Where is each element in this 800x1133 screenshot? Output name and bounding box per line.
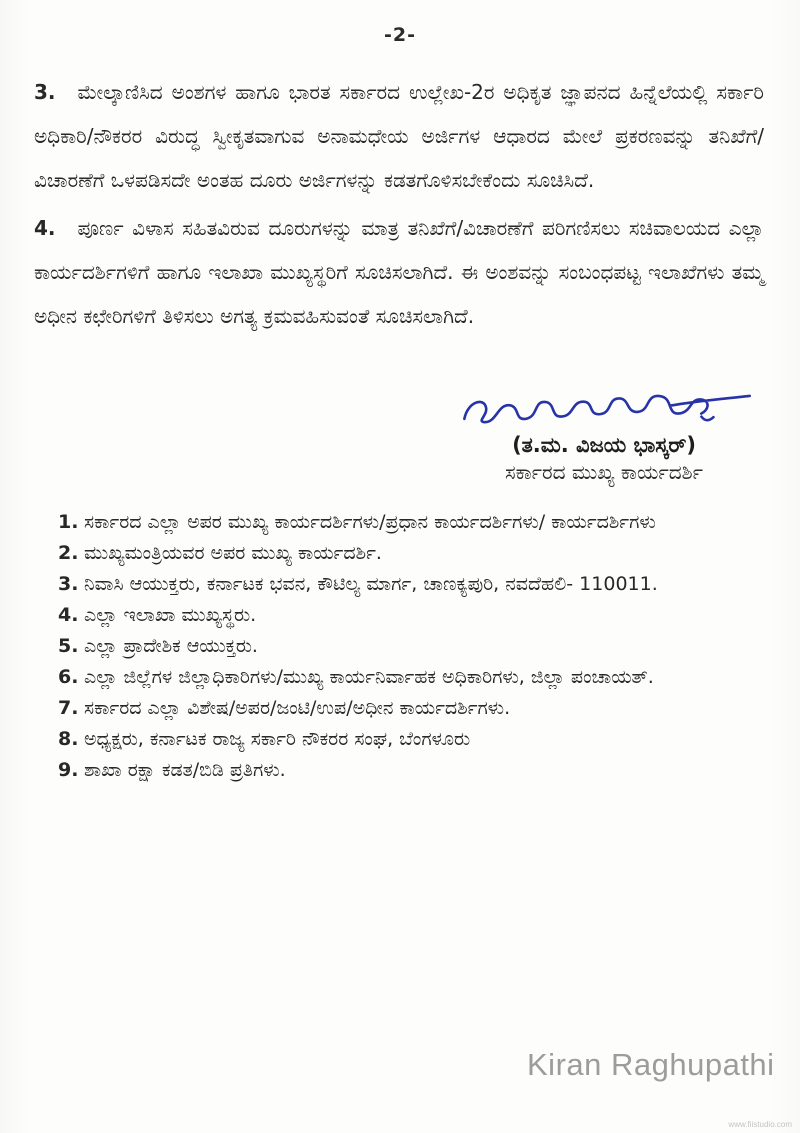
list-item-text: ಎಲ್ಲಾ ಜಿಲ್ಲೆಗಳ ಜಿಲ್ಲಾಧಿಕಾರಿಗಳು/ಮುಖ್ಯ ಕಾರ್ಯನಿರ್ವಾಹಕ ಅಧಿಕಾರಿಗಳು, ಜಿಲ್ಲಾ ಪಂಚಾಯತ್. xyxy=(84,666,654,688)
paragraph-4 xyxy=(34,206,764,338)
list-item-number: 3. xyxy=(58,573,79,595)
signature-ink-stroke xyxy=(464,393,751,429)
list-item-number: 5. xyxy=(58,635,79,657)
list-item xyxy=(58,631,772,662)
list-item-text: ಸರ್ಕಾರದ ಎಲ್ಲಾ ವಿಶೇಷ/ಅಪರ/ಜಂಟಿ/ಉಪ/ಅಧೀನ ಕಾರ್ಯದರ್ಶಿಗಳು. xyxy=(84,697,511,719)
list-item xyxy=(58,724,772,755)
list-item-number: 7. xyxy=(58,697,79,719)
list-item-text: ಎಲ್ಲಾ ಪ್ರಾದೇಶಿಕ ಆಯುಕ್ತರು. xyxy=(84,635,258,657)
list-item-text: ನಿವಾಸಿ ಆಯುಕ್ತರು, ಕರ್ನಾಟಕ ಭವನ, ಕೌಟಿಲ್ಯ ಮಾರ್ಗ, ಚಾಣಕ್ಯಪುರಿ, ನವದೆಹಲಿ- 110011. xyxy=(84,573,658,595)
list-item-number: 6. xyxy=(58,666,79,688)
list-item xyxy=(58,662,772,693)
list-item xyxy=(58,600,772,631)
body-paragraphs xyxy=(34,70,764,338)
paragraph-3-number: 3. xyxy=(34,80,56,104)
list-item xyxy=(58,569,772,600)
list-item xyxy=(58,507,772,538)
list-item xyxy=(58,693,772,724)
list-item-text: ಅಧ್ಯಕ್ಷರು, ಕರ್ನಾಟಕ ರಾಜ್ಯ ಸರ್ಕಾರಿ ನೌಕರರ ಸಂಘ, ಬೆಂಗಳೂರು xyxy=(84,728,471,750)
list-item-text: ಮುಖ್ಯಮಂತ್ರಿಯವರ ಅಪರ ಮುಖ್ಯ ಕಾರ್ಯದರ್ಶಿ. xyxy=(84,542,382,564)
paragraph-3 xyxy=(34,70,764,202)
paragraph-4-text: ಪೂರ್ಣ ವಿಳಾಸ ಸಹಿತವಿರುವ ದೂರುಗಳನ್ನು ಮಾತ್ರ ತನಿಖೆಗೆ/ವಿಚಾರಣೆಗೆ ಪರಿಗಣಿಸಲು ಸಚಿವಾಲಯದ ಎಲ್ಲಾ ಕಾರ್ಯದರ್ಶಿಗಳಿಗೆ ಹಾಗೂ ಇಲಾಖಾ ಮುಖ್ಯಸ್ಥರಿಗೆ ಸೂಚಿಸಲಾಗಿದೆ. ಈ ಅಂಶವನ್ನು ಸಂಬಂಧಪಟ್ಟ ಇಲಾಖೆಗಳು ತಮ್ಮ ಅಧೀನ ಕಛೇರಿಗಳಿಗೆ ತಿಳಿಸಲು ಅಗತ್ಯ ಕ್ರಮವಹಿಸುವಂತೆ ಸೂಚಿಸಲಾಗಿದೆ. xyxy=(34,216,764,328)
list-item-text: ಶಾಖಾ ರಕ್ಷಾ ಕಡತ/ಬಿಡಿ ಪ್ರತಿಗಳು. xyxy=(84,759,286,781)
list-item-text: ಸರ್ಕಾರದ ಎಲ್ಲಾ ಅಪರ ಮುಖ್ಯ ಕಾರ್ಯದರ್ಶಿಗಳು/ಪ್ರಧಾನ ಕಾರ್ಯದರ್ಶಿಗಳು/ ಕಾರ್ಯದರ್ಶಿಗಳು xyxy=(84,511,656,533)
signer-title: ಸರ್ಕಾರದ ಮುಖ್ಯ ಕಾರ್ಯದರ್ಶಿ xyxy=(504,460,704,484)
list-item-number: 2. xyxy=(58,542,79,564)
list-item-number: 9. xyxy=(58,759,79,781)
list-item xyxy=(58,538,772,569)
list-item-number: 1. xyxy=(58,511,79,533)
page-number: -2- xyxy=(384,24,416,46)
list-item-number: 8. xyxy=(58,728,79,750)
distribution-list xyxy=(58,507,772,786)
list-item xyxy=(58,755,772,786)
site-credit: www.fiistudio.com xyxy=(728,1120,792,1129)
photographer-watermark: Kiran Raghupathi xyxy=(527,1047,775,1082)
paragraph-3-text: ಮೇಲ್ಕಾಣಿಸಿದ ಅಂಶಗಳ ಹಾಗೂ ಭಾರತ ಸರ್ಕಾರದ ಉಲ್ಲೇಖ-2ರ ಅಧಿಕೃತ ಜ್ಞಾಪನದ ಹಿನ್ನೆಲೆಯಲ್ಲಿ ಸರ್ಕಾರಿ ಅಧಿಕಾರಿ/ನೌಕರರ ವಿರುದ್ಧ ಸ್ವೀಕೃತವಾಗುವ ಅನಾಮಧೇಯ ಅರ್ಜಿಗಳ ಆಧಾರದ ಮೇಲೆ ಪ್ರಕರಣವನ್ನು ತನಿಖೆಗೆ/ವಿಚಾರಣೆಗೆ ಒಳಪಡಿಸದೇ ಅಂತಹ ದೂರು ಅರ್ಜಿಗಳನ್ನು ಕಡತಗೊಳಿಸಬೇಕೆಂದು ಸೂಚಿಸಿದೆ. xyxy=(34,80,764,192)
paragraph-4-number: 4. xyxy=(34,216,56,240)
list-item-number: 4. xyxy=(58,604,79,626)
list-item-text: ಎಲ್ಲಾ ಇಲಾಖಾ ಮುಖ್ಯಸ್ಥರು. xyxy=(84,604,257,626)
handwritten-signature xyxy=(435,378,772,436)
signature-block xyxy=(436,384,772,485)
signer-name: (ತ.ಮ. ವಿಜಯ ಭಾಸ್ಕರ್) xyxy=(512,433,696,457)
